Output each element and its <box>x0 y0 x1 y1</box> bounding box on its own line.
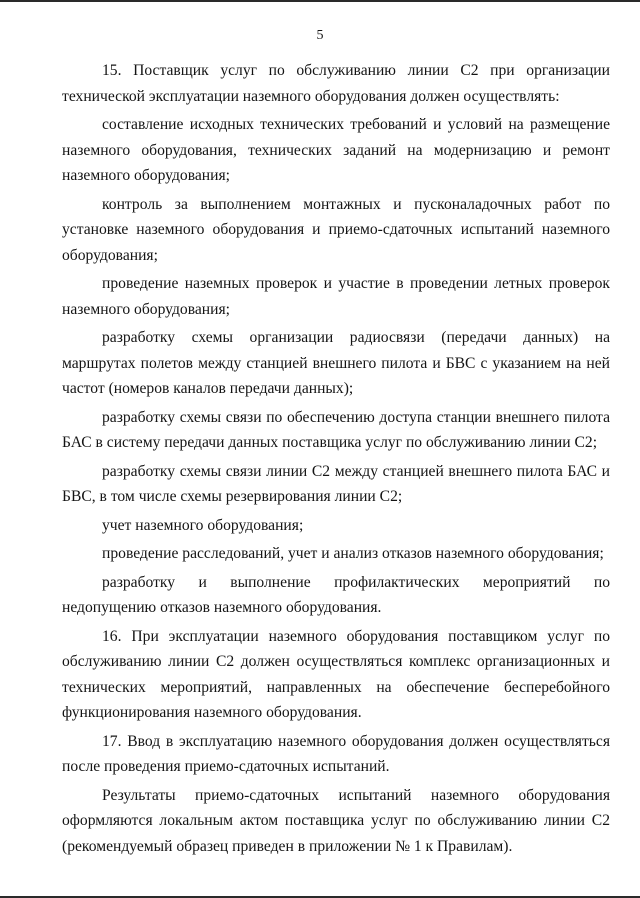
paragraph-item: разработку схемы связи по обеспечению доступа станции внешнего пилота БАС в систему передачи данных поставщика услуг по обслуживанию линии С2; <box>62 408 610 451</box>
paragraph-results: Результаты приемо-сдаточных испытаний наземного оборудования оформляются локальным актом поставщика услуг по обслуживанию линии С2 (рекомендуемый образец приведен в приложении № 1 к Правилам). <box>62 786 610 855</box>
paragraph-item: разработку схемы организации радиосвязи (передачи данных) на маршрутах полетов между станцией внешнего пилота и БВС с указанием на ней частот (номеров каналов передачи данных); <box>62 329 610 397</box>
paragraph-item: разработку схемы связи линии С2 между станцией внешнего пилота БАС и БВС, в том числе схемы резервирования линии С2; <box>62 462 610 505</box>
page-number: 5 <box>316 28 324 43</box>
paragraph-17: 17. Ввод в эксплуатацию наземного оборудования должен осуществляться после проведения приемо-сдаточных испытаний. <box>62 732 610 775</box>
paragraph-item: составление исходных технических требований и условий на размещение наземного оборудования, технических заданий на модернизацию и ремонт наземного оборудования; <box>62 116 610 184</box>
document-body <box>62 58 610 859</box>
scan-top-edge <box>0 0 640 2</box>
paragraph-16: 16. При эксплуатации наземного оборудования поставщиком услуг по обслуживанию линии С2 должен осуществляться комплекс организационных и технических мероприятий, направленных на обеспечение бесперебойного функционирования наземного оборудования. <box>62 627 610 721</box>
paragraph-item: контроль за выполнением монтажных и пусконаладочных работ по установке наземного оборудования и приемо-сдаточных испытаний наземного оборудования; <box>62 195 610 264</box>
paragraph-item: разработку и выполнение профилактических мероприятий по недопущению отказов наземного оборудования. <box>62 573 610 616</box>
paragraph-15-intro: 15. Поставщик услуг по обслуживанию линии С2 при организации технической эксплуатации наземного оборудования должен осуществлять: <box>62 62 610 105</box>
paragraph-item: проведение расследований, учет и анализ отказов наземного оборудования; <box>102 545 604 562</box>
paragraph-item: проведение наземных проверок и участие в проведении летных проверок наземного оборудования; <box>62 275 610 318</box>
paragraph-item: учет наземного оборудования; <box>102 516 304 534</box>
